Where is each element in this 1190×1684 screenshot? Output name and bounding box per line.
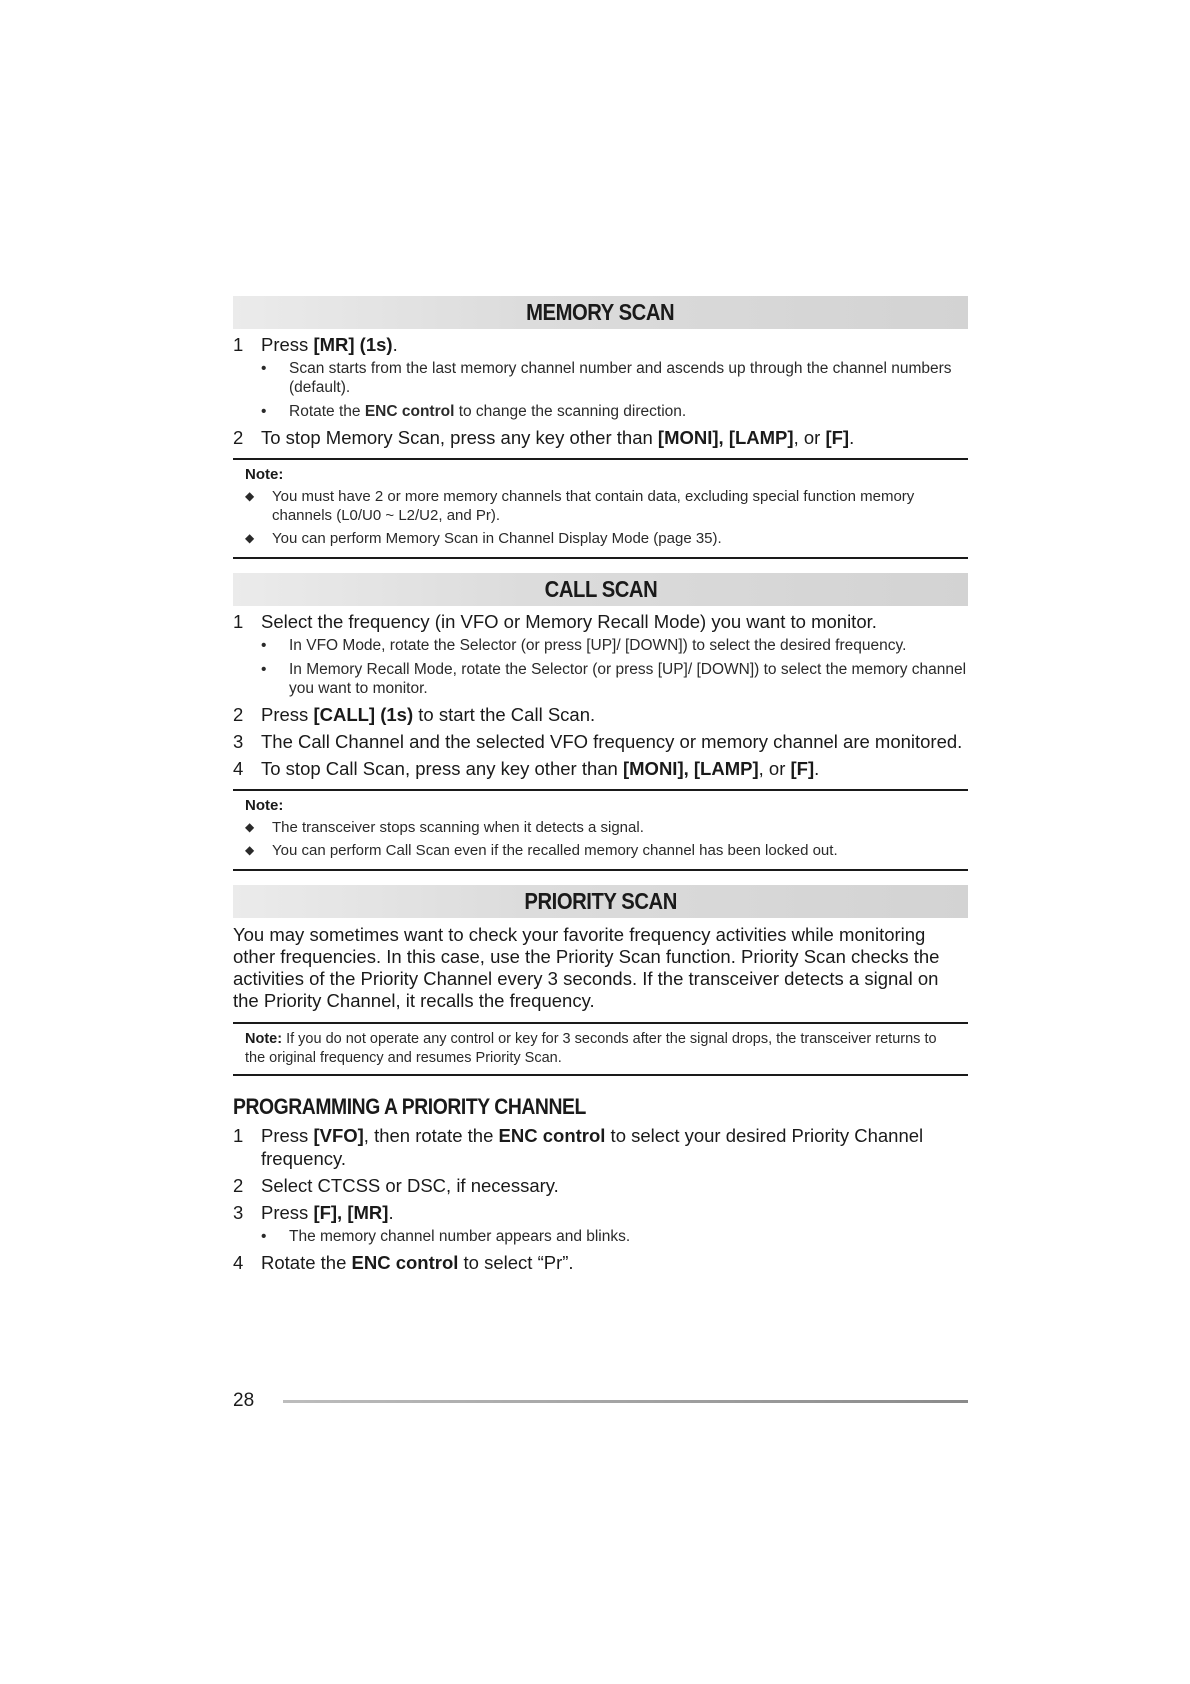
call-scan-bullets (261, 636, 968, 698)
page-content (233, 296, 968, 1274)
note-item (245, 529, 958, 548)
bullet-text: In VFO Mode, rotate the Selector (or press [UP]/ [DOWN]) to select the desired frequency. (289, 637, 907, 654)
step-text: Press (261, 334, 314, 355)
bullet-dot-icon: • (261, 360, 267, 377)
priority-scan-header (233, 885, 968, 918)
diamond-bullet-icon: ◆ (245, 843, 255, 857)
step-text: Press (261, 1125, 314, 1146)
step-number: 2 (233, 427, 244, 448)
note-text: You must have 2 or more memory channels that contain data, excluding special function memory channels (L0/U0 ~ L2/U2, and Pr). (272, 488, 915, 524)
step-number: 2 (233, 704, 244, 725)
bullet-text: The memory channel number appears and blinks. (289, 1228, 631, 1245)
step-text: . (388, 1202, 394, 1223)
call-scan-step-4 (233, 757, 968, 780)
step-text: To stop Memory Scan, press any key other than (261, 427, 658, 448)
programming-step-4 (233, 1251, 968, 1274)
control-label: ENC control (498, 1125, 606, 1146)
step-text: Press (261, 1202, 314, 1223)
key-label: [MONI], [LAMP] (657, 427, 794, 448)
bullet-item (261, 359, 968, 397)
footer-rule (283, 1400, 968, 1403)
page-number: 28 (233, 1390, 255, 1411)
bullet-text: Rotate the (289, 403, 365, 420)
bullet-text: In Memory Recall Mode, rotate the Selector (or press [UP]/ [DOWN]) to select the memory channel you want to monitor. (289, 661, 967, 697)
key-label: [F] (825, 427, 850, 448)
step-text: Press (261, 704, 314, 725)
call-scan-step-3 (233, 730, 968, 753)
call-scan-step-2 (233, 703, 968, 726)
step-number: 3 (233, 1202, 244, 1223)
programming-step-1 (233, 1124, 968, 1170)
memory-scan-note (233, 458, 968, 559)
diamond-bullet-icon: ◆ (245, 820, 255, 834)
memory-scan-title: MEMORY SCAN (526, 299, 675, 325)
bullet-dot-icon: • (261, 403, 267, 420)
memory-scan-header (233, 296, 968, 329)
programming-priority-channel-title: PROGRAMMING A PRIORITY CHANNEL (233, 1094, 586, 1119)
call-scan-step-1 (233, 610, 968, 633)
step-text: , or (758, 758, 791, 779)
priority-scan-paragraph: You may sometimes want to check your favorite frequency activities while monitoring other frequencies. In this case, use the Priority Scan function. Priority Scan checks the activities of the Priority Channel every 3 seconds. If the transceiver detects a signal on the Priority Channel, it recalls the frequency. (233, 924, 940, 1011)
bullet-text: to change the scanning direction. (454, 403, 687, 420)
note-text: You can perform Call Scan even if the recalled memory channel has been locked out. (272, 842, 838, 859)
step-text: . (849, 427, 855, 448)
bullet-text: Scan starts from the last memory channel number and ascends up through the channel numbers (default). (289, 360, 952, 396)
step-text: The Call Channel and the selected VFO frequency or memory channel are monitored. (261, 731, 963, 752)
key-label: [MONI], [LAMP] (622, 758, 759, 779)
step-number: 1 (233, 611, 244, 632)
memory-scan-step-2 (233, 426, 968, 449)
bullet-dot-icon: • (261, 637, 267, 654)
bullet-item (261, 1227, 968, 1246)
step-text: Select the frequency (in VFO or Memory Recall Mode) you want to monitor. (261, 611, 877, 632)
step-text: to select “Pr”. (458, 1252, 574, 1273)
step-text: To stop Call Scan, press any key other than (261, 758, 623, 779)
step-text: to start the Call Scan. (413, 704, 596, 725)
call-scan-title: CALL SCAN (544, 576, 657, 602)
step-number: 4 (233, 758, 244, 779)
step-text: . (392, 334, 398, 355)
note-text: You can perform Memory Scan in Channel Display Mode (page 35). (272, 530, 722, 547)
bullet-dot-icon: • (261, 661, 267, 678)
note-label: Note: (245, 1031, 283, 1047)
bullet-item (261, 402, 968, 421)
step-number: 4 (233, 1252, 244, 1273)
step-text: Select CTCSS or DSC, if necessary. (261, 1175, 559, 1196)
note-text: The transceiver stops scanning when it detects a signal. (272, 819, 644, 836)
note-text: If you do not operate any control or key for 3 seconds after the signal drops, the transceiver returns to the original frequency and resumes Priority Scan. (245, 1031, 937, 1066)
step-number: 3 (233, 731, 244, 752)
control-label: ENC control (351, 1252, 459, 1273)
priority-scan-title: PRIORITY SCAN (524, 888, 677, 914)
key-label: [CALL] (1s) (313, 704, 414, 725)
step-text: . (814, 758, 820, 779)
programming-step-3 (233, 1201, 968, 1224)
key-label: [F], [MR] (313, 1202, 389, 1223)
note-item (245, 487, 958, 525)
memory-scan-step-1 (233, 333, 968, 356)
note-title: Note: (245, 797, 284, 814)
step-text: to select your desired Priority Channel frequency. (261, 1125, 924, 1169)
priority-scan-note (233, 1022, 968, 1076)
step-number: 1 (233, 1125, 244, 1146)
step-text: , or (793, 427, 826, 448)
diamond-bullet-icon: ◆ (245, 489, 255, 503)
key-label: [VFO] (313, 1125, 364, 1146)
step-text: Rotate the (261, 1252, 352, 1273)
call-scan-note (233, 789, 968, 871)
key-label: [F] (790, 758, 815, 779)
page-footer (233, 1390, 968, 1412)
step-number: 1 (233, 334, 244, 355)
step-number: 2 (233, 1175, 244, 1196)
bullet-dot-icon: • (261, 1228, 267, 1245)
programming-step-2 (233, 1174, 968, 1197)
programming-bullets (261, 1227, 968, 1246)
bullet-item (261, 660, 968, 698)
control-label: ENC control (364, 403, 455, 420)
key-label: [MR] (1s) (313, 334, 393, 355)
memory-scan-bullets (261, 359, 968, 421)
bullet-item (261, 636, 968, 655)
call-scan-header (233, 573, 968, 606)
note-item (245, 818, 958, 837)
note-item (245, 841, 958, 860)
note-title: Note: (245, 466, 284, 483)
step-text: , then rotate the (363, 1125, 499, 1146)
diamond-bullet-icon: ◆ (245, 531, 255, 545)
